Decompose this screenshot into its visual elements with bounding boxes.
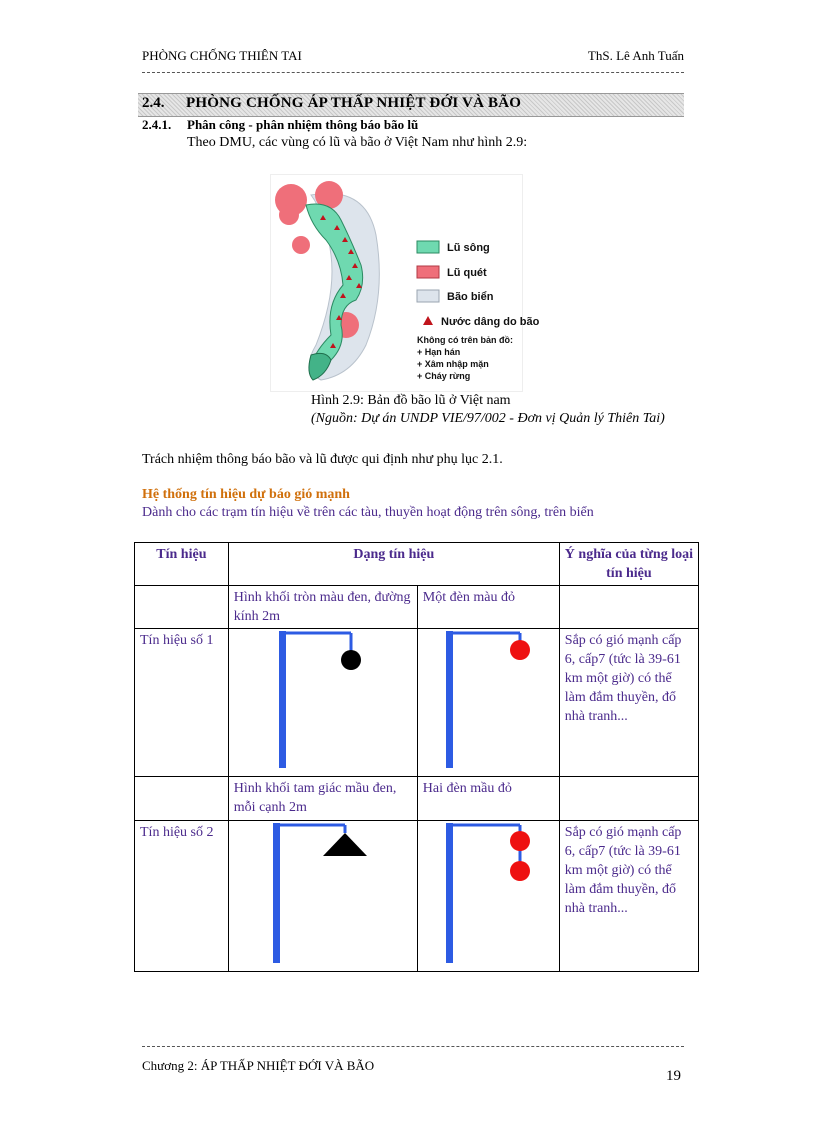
flood-storm-map xyxy=(270,174,540,392)
footer-divider xyxy=(142,1046,684,1047)
mast-red-light-icon xyxy=(418,629,559,770)
map-note-item: + Xâm nhập mặn xyxy=(417,359,489,369)
table-cell xyxy=(135,586,229,629)
flash-flood-area xyxy=(279,205,299,225)
signal-1-day-figure xyxy=(228,629,417,777)
mast-two-red-lights-icon xyxy=(418,821,559,965)
legend-label-flash: Lũ quét xyxy=(447,267,487,279)
running-header-author: ThS. Lê Anh Tuấn xyxy=(587,48,684,63)
day-shape-desc: Hình khối tam giác mầu đen, mỗi cạnh 2m xyxy=(228,777,417,821)
subsection-number: 2.4.1. xyxy=(142,117,172,132)
legend-swatch-flash xyxy=(417,266,439,278)
map-note-title: Không có trên bản đồ: xyxy=(417,335,513,345)
signal-name: Tín hiệu số 2 xyxy=(135,821,229,972)
map-note-item: + Hạn hán xyxy=(417,347,461,357)
signal-meaning: Sắp có gió mạnh cấp 6, cấp7 (tức là 39-61 km một giờ) có thể làm đắm thuyền, đổ nhà tranh... xyxy=(559,629,698,777)
legend-swatch-surge xyxy=(423,316,433,325)
table-header-row xyxy=(135,543,699,586)
signal-meaning: Sắp có gió mạnh cấp 6, cấp7 (tức là 39-61 km một giờ) có thể làm đắm thuyền, đổ nhà tranh... xyxy=(559,821,698,972)
night-light-desc: Hai đèn mầu đỏ xyxy=(417,777,559,821)
legend-swatch-river xyxy=(417,241,439,253)
legend-label-surge: Nước dâng do bão xyxy=(441,316,540,328)
intro-paragraph: Theo DMU, các vùng có lũ và bão ở Việt Nam như hình 2.9: xyxy=(187,135,528,150)
map-note-item: + Cháy rừng xyxy=(417,371,471,381)
header-signal: Tín hiệu xyxy=(135,543,229,586)
legend-label-river: Lũ sông xyxy=(447,242,490,254)
table-cell xyxy=(135,777,229,821)
table-row xyxy=(135,821,699,972)
page-number: 19 xyxy=(666,1068,681,1084)
signal-2-day-figure xyxy=(228,821,417,972)
signal-1-night-figure xyxy=(417,629,559,777)
signal-2-night-figure xyxy=(417,821,559,972)
night-light-desc: Một đèn màu đỏ xyxy=(417,586,559,629)
flash-flood-area xyxy=(292,236,310,254)
subsection-title: Phân công - phân nhiệm thông báo bão lũ xyxy=(187,117,419,132)
legend-label-storm: Bão biển xyxy=(447,291,494,303)
header-divider xyxy=(142,72,684,73)
mast-black-triangle-icon xyxy=(229,821,417,965)
mast-black-ball-icon xyxy=(229,629,417,770)
section-number: 2.4. xyxy=(142,95,165,111)
figure-caption: Hình 2.9: Bản đồ bão lũ ở Việt nam xyxy=(311,393,511,408)
table-row xyxy=(135,586,699,629)
table-cell xyxy=(559,586,698,629)
day-shape-desc: Hình khối tròn màu đen, đường kính 2m xyxy=(228,586,417,629)
header-meaning: Ý nghĩa của từng loại tín hiệu xyxy=(559,543,698,586)
table-row xyxy=(135,777,699,821)
table-cell xyxy=(559,777,698,821)
signal-system-intro: Dành cho các trạm tín hiệu về trên các tàu, thuyền hoạt động trên sông, trên biển xyxy=(142,505,594,520)
header-signal-form: Dạng tín hiệu xyxy=(228,543,559,586)
signal-system-heading: Hệ thống tín hiệu dự báo gió mạnh xyxy=(142,487,350,502)
responsibility-paragraph: Trách nhiệm thông báo bão và lũ được qui định như phụ lục 2.1. xyxy=(142,452,503,467)
footer-chapter: Chương 2: ÁP THẤP NHIỆT ĐỚI VÀ BÃO xyxy=(142,1058,375,1073)
running-header-title: PHÒNG CHỐNG THIÊN TAI xyxy=(142,48,302,63)
table-row xyxy=(135,629,699,777)
figure-source: (Nguồn: Dự án UNDP VIE/97/002 - Đơn vị Quản lý Thiên Tai) xyxy=(311,411,665,426)
legend-swatch-storm xyxy=(417,290,439,302)
vietnam-map-graphic xyxy=(271,175,540,391)
signal-name: Tín hiệu số 1 xyxy=(135,629,229,777)
section-title: PHÒNG CHỐNG ÁP THẤP NHIỆT ĐỚI VÀ BÃO xyxy=(186,95,522,111)
signal-table xyxy=(134,542,699,972)
